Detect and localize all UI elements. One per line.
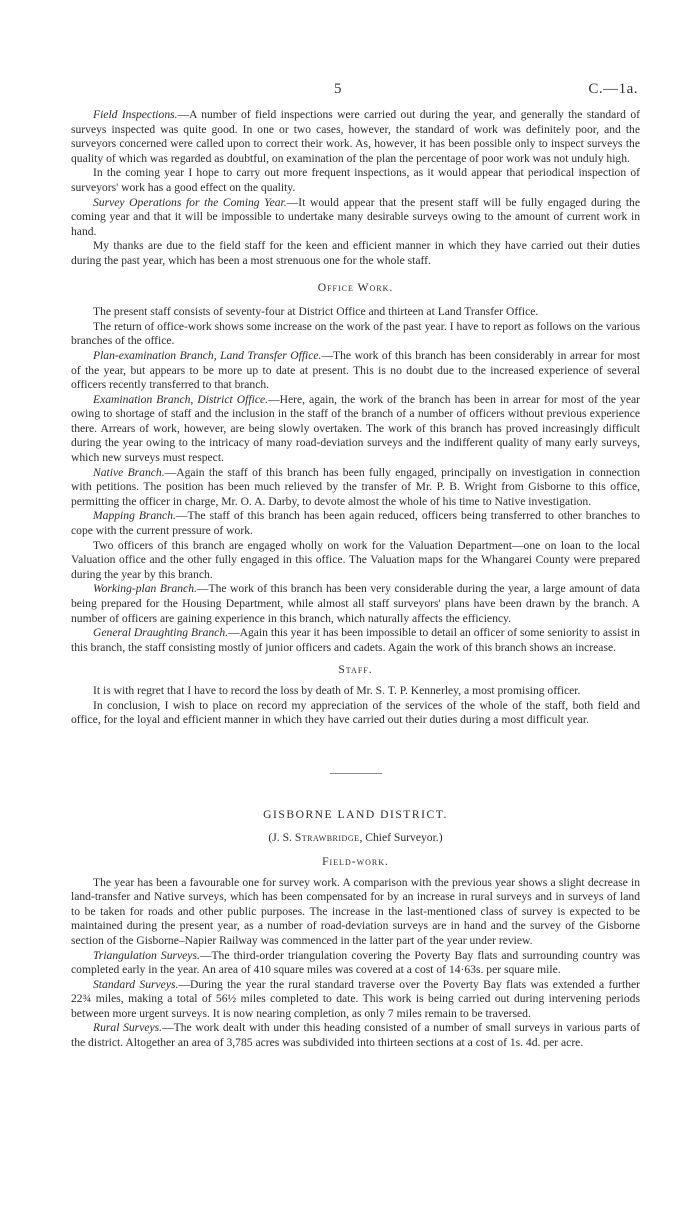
paragraph-text: Two officers of this branch are engaged wholly on work for the Valuation Department—one on loan to the local Valuation office and the other fully engaged in this office. The Valuation maps for the Whangarei County were prepared during the year by this branch. <box>71 538 640 581</box>
paragraph <box>71 466 640 510</box>
paragraph-text: —It would appear that the present staff will be fully engaged during the coming year and that it will be impossible to undertake many desirable surveys owing to the amount of current work in hand. <box>71 195 640 238</box>
paragraph <box>71 876 640 949</box>
paragraph-lead: Examination Branch, District Office. <box>93 392 269 406</box>
district-title: GISBORNE LAND DISTRICT. <box>263 807 448 821</box>
paragraph <box>71 239 640 268</box>
paragraph <box>71 108 640 166</box>
document-reference: C.—1a. <box>588 81 638 97</box>
paragraph-text: My thanks are due to the field staff for the keen and efficient manner in which they have carried out their duties during the past year, which has been a most strenuous one for the whole staff. <box>71 239 640 267</box>
paragraph-lead: Mapping Branch. <box>93 509 176 523</box>
paragraph-text: —The work dealt with under this heading consisted of a number of small surveys in various parts of the district. Altogether an area of 3,785 acres was subdivided into thirteen sections at a cost of 1s. 4d. per acre. <box>71 1021 640 1050</box>
paragraph <box>71 305 640 320</box>
section-heading-field-work: Field-work. <box>322 854 389 868</box>
paragraph-lead: General Draughting Branch. <box>93 626 229 640</box>
paragraph <box>71 393 640 466</box>
section-divider <box>330 773 382 774</box>
paragraph-lead: Triangulation Surveys. <box>93 948 200 962</box>
paragraph-text: —Again this year it has been impossible to detail an officer of some seniority to assist in this branch, the staff consisting mostly of junior officers and cadets. Again the work of this branch shows an increase. <box>71 626 640 654</box>
paragraph-lead: Standard Surveys. <box>93 977 179 991</box>
paragraph-text: —The work of this branch has been considerably in arrear for most of the year, but appears to be more up to date at present. This is no doubt due to the increased experience of several officers recently transferred to that branch. <box>71 348 640 392</box>
paragraph <box>71 1021 640 1050</box>
district-subtitle <box>71 831 640 846</box>
paragraph-text: In the coming year I hope to carry out more frequent inspections, as it would appear that periodical inspection of surveyors' work has a good effect on the quality. <box>71 166 640 194</box>
paragraph-text: —Again the staff of this branch has been fully engaged, principally on investigation in connection with petitions. The position has been much relieved by the transfer of Mr. P. B. Wright from Gisborne to this office, permitting the officer in charge, Mr. O. A. Darby, to devote almost the whole of his time to Native investigation. <box>71 465 640 508</box>
paragraph <box>71 582 640 626</box>
paragraph-text: The present staff consists of seventy-four at District Office and thirteen at Land Transfer Office. <box>93 305 539 319</box>
paragraph <box>71 196 640 240</box>
paragraph-text: —The staff of this branch has been again reduced, officers being transferred to other branches to cope with the current pressure of work. <box>71 509 640 538</box>
paragraph-text: The year has been a favourable one for survey work. A comparison with the previous year shows a slight decrease in land-transfer and Native surveys, which has been compensated for by an increase in rural surveys and in surveys of land to be taken for roads and other public purposes. The increase in the last-mentioned class of survey is expected to be maintained during the present year, as a number of road-deviation surveys are in hand and the survey of the Gisborne section of the Gisborne–Napier Railway was commenced in the latter part of the year under review. <box>71 875 640 947</box>
paragraph-text: It is with regret that I have to record the loss by death of Mr. S. T. P. Kennerley, a most promising officer. <box>93 683 581 697</box>
paragraph-text: The return of office-work shows some increase on the work of the past year. I have to report as follows on the various branches of the office. <box>71 319 640 348</box>
section-heading-office-work: Office Work. <box>317 280 394 294</box>
paragraph <box>71 699 640 728</box>
paragraph <box>71 539 640 583</box>
paragraph <box>71 166 640 195</box>
paragraph <box>71 949 640 978</box>
paragraph <box>71 349 640 393</box>
paragraph-lead: Rural Surveys. <box>93 1021 163 1035</box>
subtitle-open: (J. S. <box>268 831 295 845</box>
subtitle-close: , Chief Surveyor.) <box>359 831 443 845</box>
paragraph <box>71 320 640 349</box>
section-heading-staff: Staff. <box>338 663 373 677</box>
page-number: 5 <box>334 81 342 97</box>
paragraph-lead: Survey Operations for the Coming Year. <box>93 195 287 209</box>
paragraph <box>71 626 640 655</box>
paragraph-text: —During the year the rural standard traverse over the Poverty Bay flats was extended a further 22¾ miles, making a total of 56½ miles completed to date. This work is being carried out during intervening periods between more urgent surveys. It is now nearing completion, as only 7 miles remain to be traversed. <box>71 977 640 1020</box>
paragraph-lead: Plan-examination Branch, Land Transfer Office. <box>93 348 322 362</box>
paragraph-text: —Here, again, the work of the branch has been in arrear for most of the year owing to shortage of staff and the inclusion in the staff of the branch of a number of officers without previous experience there. Arrears of work, however, are being slowly overtaken. The work of this branch has proved increasingly difficult during the year owing to the intricacy of many road-deviation surveys and the indifferent quality of many early surveys, which new surveys must respect. <box>71 392 640 465</box>
paragraph-text: In conclusion, I wish to place on record my appreciation of the services of the whole of the staff, both field and office, for the loyal and efficient manner in which they have carried out their duties during a most difficult year. <box>71 698 640 727</box>
paragraph-text: —The work of this branch has been very considerable during the year, a large amount of data being prepared for the Housing Department, while almost all staff surveyors' plans have been drawn by the branch. A number of officers are gaining experience in this branch, which naturally affects the efficiency. <box>71 582 641 625</box>
paragraph-lead: Field Inspections. <box>93 108 178 121</box>
paragraph-text: —The third-order triangulation covering the Poverty Bay flats and surrounding country was completed early in the year. An area of 410 square miles was covered at a cost of 14·63s. per square mile. <box>71 948 641 977</box>
paragraph-lead: Native Branch. <box>93 465 165 479</box>
paragraph <box>71 978 640 1022</box>
chief-surveyor-name: Strawbridge <box>294 831 360 845</box>
report-body <box>71 108 640 1051</box>
paragraph <box>71 684 640 699</box>
paragraph <box>71 509 640 538</box>
paragraph-text: —A number of field inspections were carried out during the year, and generally the standard of surveys inspected was quite good. In one or two cases, however, the standard of work was definitely poor, and the surveyors concerned were called upon to correct their work. As, however, it has been possible only to inspect surveys the quality of which was regarded as doubtful, on examination of the plan the percentage of poor work was not unduly high. <box>71 108 640 165</box>
paragraph-lead: Working-plan Branch. <box>93 582 197 596</box>
